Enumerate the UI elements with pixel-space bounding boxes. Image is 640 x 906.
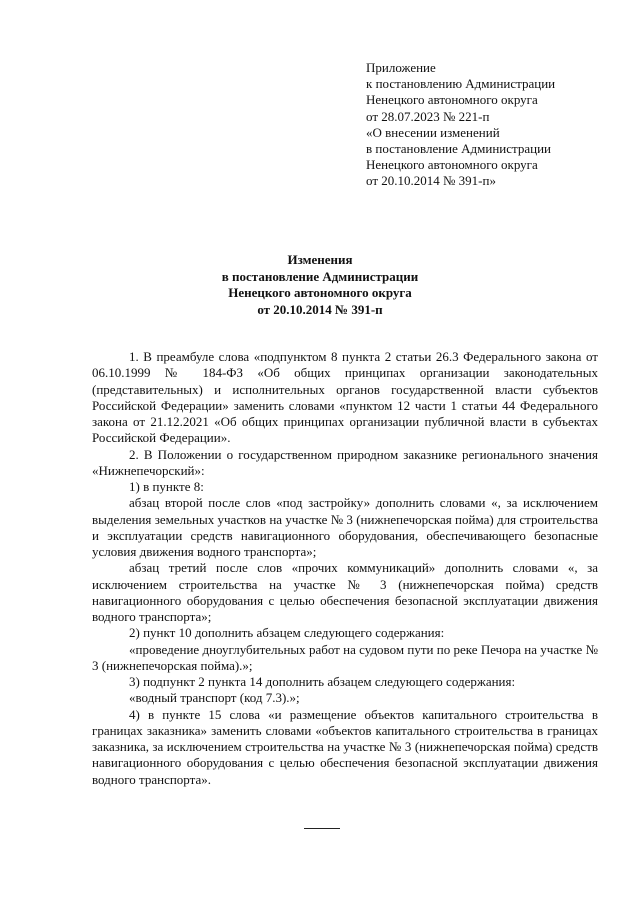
body-paragraph: «проведение дноуглубительных работ на судовом пути по реке Печора на участке № 3 (нижнепечорская пойма).»; — [92, 641, 598, 673]
title-line: Изменения — [287, 252, 353, 267]
body-paragraph: абзац второй после слов «под застройку» дополнить словами «, за исключением выделения земельных участков на участке № 3 (нижнепечорская пойма) для строительства и эксплуатации средств навигационного оборудования, обеспечивающего безопасные условия движения водного транспорта»; — [92, 495, 598, 559]
appendix-line: к постановлению Администрации — [366, 76, 556, 92]
appendix-line: от 20.10.2014 № 391-п» — [366, 173, 496, 189]
appendix-line: Ненецкого автономного округа — [366, 157, 538, 173]
body-paragraph: 4) в пункте 15 слова «и размещение объектов капитального строительства в границах заказника» заменить словами «объектов капитального строительства в границах заказника, за исключением строительства на участке № 3 (нижнепечорская пойма) средств навигационного оборудования с целью обеспечения безопасной эксплуатации движения водного транспорта». — [92, 706, 598, 787]
body-paragraph: 1) в пункте 8: — [129, 479, 204, 494]
appendix-line: «О внесении изменений — [366, 124, 500, 140]
title-line: от 20.10.2014 № 391-п — [257, 301, 383, 317]
body-paragraph: абзац третий после слов «прочих коммуникаций» дополнить словами «, за исключением строительства на участке № 3 (нижнепечорская пойма) средств навигационного оборудования с целью обеспечения безопасной эксплуатации движения водного транспорта»; — [92, 560, 598, 624]
document-body — [92, 349, 598, 788]
body-paragraph: «водный транспорт (код 7.3).»; — [129, 690, 300, 706]
appendix-header — [366, 60, 555, 190]
appendix-line: в постановление Администрации — [366, 141, 552, 157]
appendix-line: Приложение — [366, 60, 436, 75]
body-paragraph: 1. В преамбуле слова «подпунктом 8 пункта 2 статьи 26.3 Федерального закона от 06.10.1999 № 184-ФЗ «Об общих принципах организации законодательных (представительных) и исполнительных органов государственной власти субъектов Российской Федерации» заменить словами «пунктом 12 части 1 статьи 44 Федерального закона от 21.12.2021 «Об общих принципах организации публичной власти в субъектах Российской Федерации». — [92, 349, 598, 446]
body-paragraph: 2. В Положении о государственном природном заказнике регионального значения «Нижнепечорский»: — [92, 446, 598, 478]
appendix-line: от 28.07.2023 № 221-п — [366, 108, 490, 124]
end-divider — [304, 828, 340, 829]
title-line: в постановление Администрации — [221, 268, 419, 284]
document-title — [0, 252, 640, 318]
title-line: Ненецкого автономного округа — [228, 285, 412, 300]
body-paragraph: 3) подпункт 2 пункта 14 дополнить абзацем следующего содержания: — [129, 674, 516, 689]
body-paragraph: 2) пункт 10 дополнить абзацем следующего содержания: — [129, 625, 445, 641]
appendix-line: Ненецкого автономного округа — [366, 92, 538, 108]
